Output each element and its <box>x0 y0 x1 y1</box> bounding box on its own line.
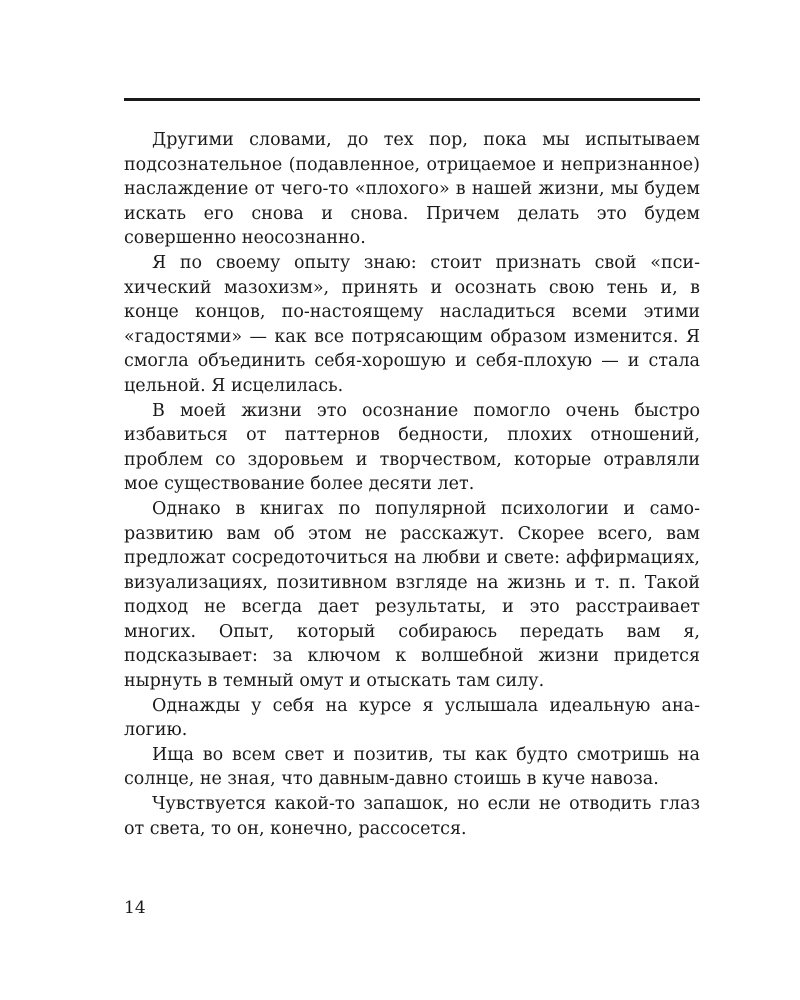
paragraph: Чувствуется какой-то запашок, но если не отводить глаз от света, то он, конечно, рассосется. <box>124 794 700 839</box>
paragraph: В моей жизни это осознание помогло очень быстро избавиться от паттернов бедности, плохих отношений, проблем со здоровьем и творчеством, которые отравляли мое существование более десяти лет. <box>124 400 700 495</box>
paragraph: Однажды у себя на курсе я услышала идеальную аналогию. <box>124 695 700 741</box>
body-text <box>124 128 700 841</box>
paragraph: Ища во всем свет и позитив, ты как будто смотришь на солнце, не зная, что давным-давно стоишь в куче навоза. <box>124 744 700 790</box>
paragraph: Я по своему опыту знаю: стоит признать свой «психический мазохизм», принять и осознать свою тень и, в конце концов, по-настоящему насладиться всеми этими «гадостями» — как все потрясающим образом изменится. Я смогла объединить себя-хорошую и себя-плохую — и стала цельной. Я исцелилась. <box>124 252 700 396</box>
page-number: 14 <box>124 898 146 918</box>
header-rule <box>124 98 700 101</box>
paragraph: Другими словами, до тех пор, пока мы испытываем подсознательное (подавленное, отрицаемое и непризнанное) наслаждение от чего-то «плохого» в нашей жизни, мы будем искать его снова и снова. Причем делать это будем совершенно неосознанно. <box>124 130 700 249</box>
paragraph: Однако в книгах по популярной психологии и саморазвитию вам об этом не расскажут. Скорее всего, вам предложат сосредоточиться на любви и свете: аффирмациях, визуализациях, позитивном взгляде на жизнь и т. п. Такой подход не всегда дает результаты, и это расстраивает многих. Опыт, который собираюсь передать вам я, подсказывает: за ключом к волшебной жизни придется нырнуть в темный омут и отыскать там силу. <box>124 498 700 692</box>
